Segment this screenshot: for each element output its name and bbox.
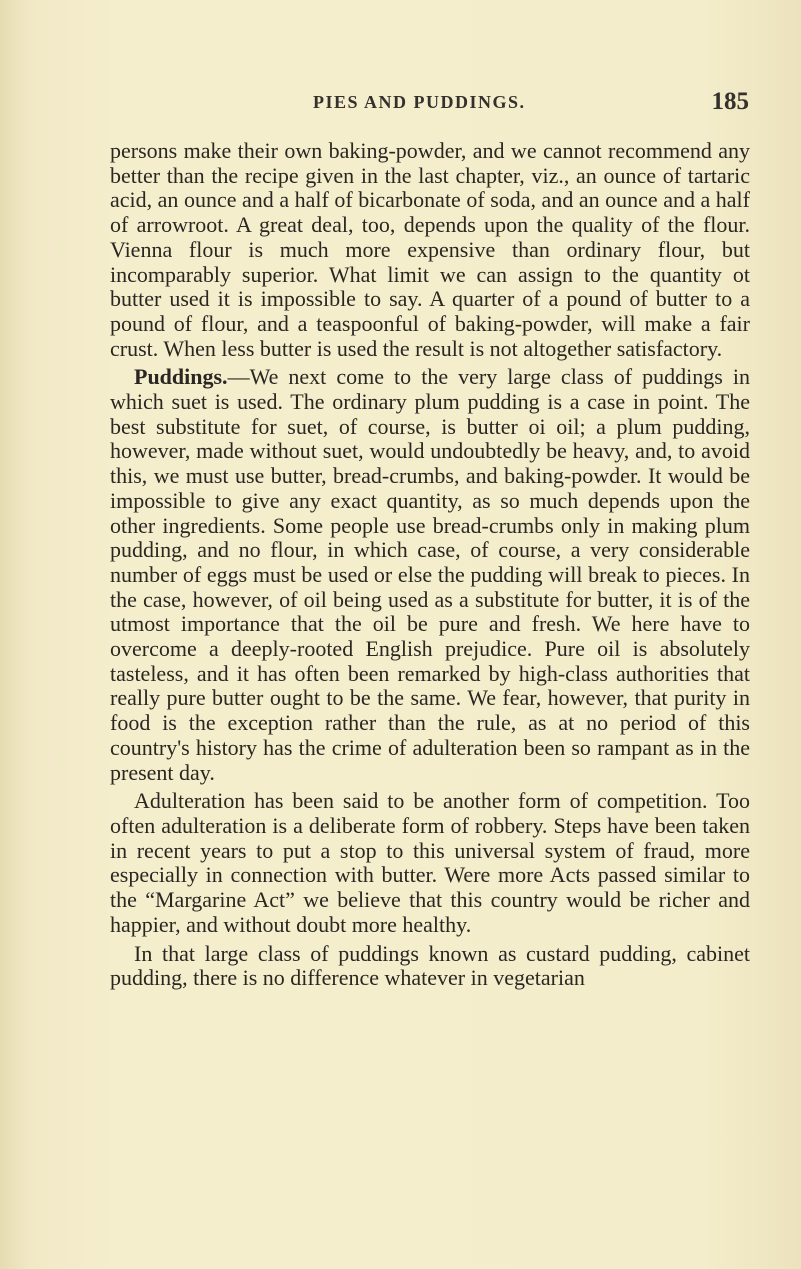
paragraph-text: In that large class of puddings known as custard pudding, cabinet pudding, there is no difference whatever in vegetarian (110, 940, 750, 991)
paragraph-custard-pudding (110, 942, 750, 991)
paragraph-text: Adulteration has been said to be another form of competition. Too often adulteration is a deliberate form of robbery. Steps have been taken in recent years to put a stop to this universal system of fraud, more especially in connection with butter. Were more Acts passed similar to the “Margarine Act” we believe that this country would be richer and happier, and without doubt more healthy. (110, 788, 750, 937)
paragraph-baking-powder (110, 139, 750, 361)
paragraph-puddings (110, 365, 750, 785)
running-head: PIES AND PUDDINGS. (313, 92, 526, 112)
paragraph-text: persons make their own baking-powder, and we cannot recommend any better than the recipe given in the last chapter, viz., an ounce of tartaric acid, an ounce and a half of bicarbonate of soda, and an ounce and a half of arrowroot. A great deal, too, depends upon the quality of the flour. Vienna flour is much more expensive than ordinary flour, but incomparably superior. What limit we can assign to the quantity ot butter used it is impossible to say. A quarter of a pound of butter to a pound of flour, and a teaspoonful of baking-powder, will make a fair crust. When less butter is used the result is not altogether satisfactory. (110, 138, 750, 361)
body-text (110, 139, 750, 991)
page-header (313, 88, 749, 120)
section-run-in-heading: Puddings. (134, 364, 228, 390)
paragraph-text: —We next come to the very large class of puddings in which suet is used. The ordinary plum pudding is a case in point. The best substitute for suet, of course, is butter oi oil; a plum pudding, however, made without suet, would undoubtedly be heavy, and, to avoid this, we must use butter, bread-crumbs, and baking-powder. It would be impossible to give any exact quantity, as so much depends upon the other ingredients. Some people use bread-crumbs only in making plum pudding, and no flour, in which case, of course, a very considerable number of eggs must be used or else the pudding will break to pieces. In the case, however, of oil being used as a substitute for butter, it is of the utmost importance that the oil be pure and fresh. We here have to overcome a deeply-rooted English prejudice. Pure oil is absolutely tasteless, and it has often been remarked by high-class authorities that really pure butter ought to be the same. We fear, however, that purity in food is the exception rather than the rule, as at no period of this country's history has the crime of adulteration been so rampant as in the present day. (110, 364, 750, 785)
paragraph-adulteration (110, 789, 750, 937)
page-number: 185 (711, 88, 749, 115)
